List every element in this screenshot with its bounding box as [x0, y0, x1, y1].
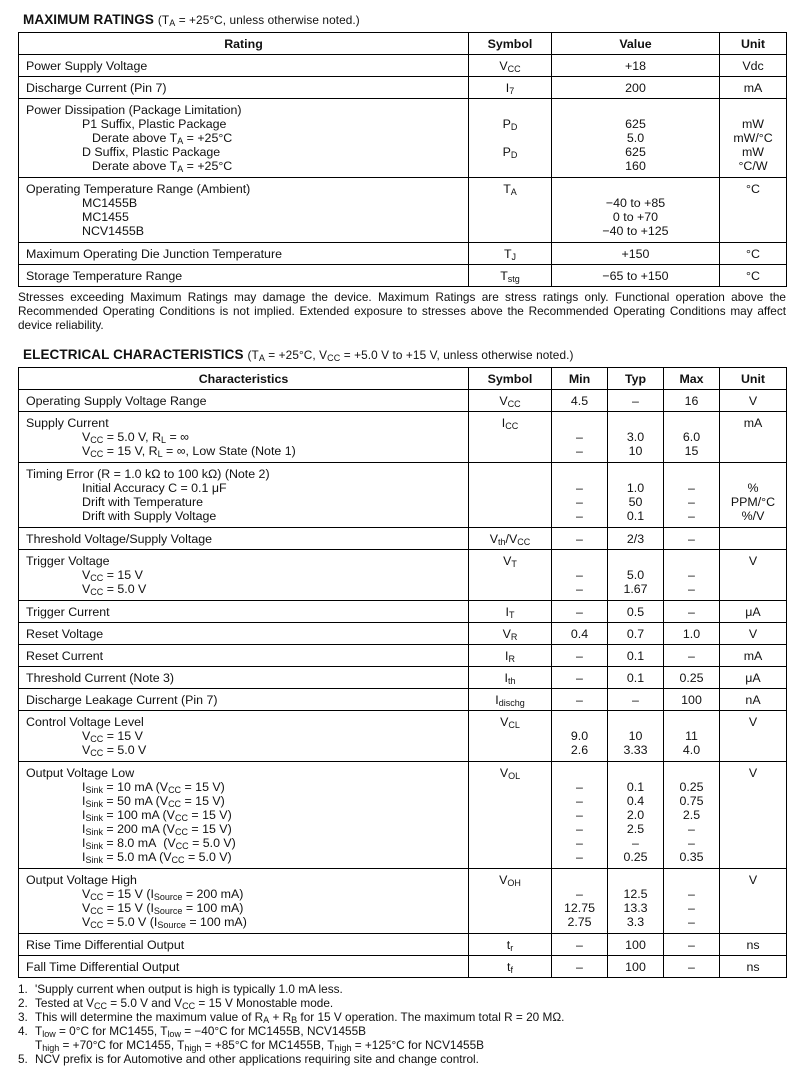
unit-cell: °C: [720, 265, 787, 287]
min-cell: 4.5: [552, 390, 608, 412]
char-cell: [19, 869, 469, 934]
symbol-cell: $I_{dischg}$: [469, 689, 552, 711]
char-line: Output Voltage Low: [26, 766, 135, 780]
table-row: [19, 178, 787, 243]
char-cell: Fall Time Differential Output: [19, 956, 469, 978]
table-row: [19, 528, 787, 550]
char-cell: Rise Time Differential Output: [19, 934, 469, 956]
unit-cell: mA: [720, 77, 787, 99]
char-line: $V_{CC} = 15$ V: [82, 729, 143, 744]
footnote-2: 2. Tested at $V_{CC} = 5.0$ V and $V_{CC} = 15$ V Monostable mode.: [18, 996, 334, 1011]
rating-line: Operating Temperature Range (Ambient): [26, 182, 251, 196]
electrical-title: ELECTRICAL CHARACTERISTICS: [23, 347, 244, 362]
char-line: Supply Current: [26, 416, 109, 430]
typ-cell: 0.1: [608, 667, 664, 689]
typ-cell: 100: [608, 956, 664, 978]
symbol-cell: $V_{CL}$: [469, 711, 552, 762]
rating-line: Derate above $T_A = +25^\circ C$: [92, 159, 233, 174]
unit-cell: V: [720, 869, 787, 934]
table-row: [19, 645, 787, 667]
typ-cell: 5.0 1.67: [608, 550, 664, 601]
max-ratings-note: Stresses exceeding Maximum Ratings may damage the device. Maximum Ratings are stress ratings only. Functional operation above the Recommended Operating Conditions is not implied. Extended exposure to stresses above the Recommended Operating Conditions may affect device reliability.: [18, 290, 786, 332]
rating-cell: [19, 178, 469, 243]
table-row: [19, 463, 787, 528]
unit-cell: V: [720, 390, 787, 412]
max-cell: –: [664, 934, 720, 956]
unit-cell: V: [720, 711, 787, 762]
table-row: [19, 956, 787, 978]
typ-cell: –: [608, 390, 664, 412]
max-ratings-heading: [23, 12, 360, 27]
value-cell: 200: [552, 77, 720, 99]
unit-cell: nA: [720, 689, 787, 711]
symbol-cell: $T_J$: [469, 243, 552, 265]
electrical-table: [18, 367, 787, 978]
typ-cell: 1.0 50 0.1: [608, 463, 664, 528]
char-line: $V_{CC} = 5.0$ V, $R_L$ = ∞: [82, 430, 189, 445]
typ-cell: 0.1 0.4 2.0 2.5 – 0.25: [608, 762, 664, 869]
max-cell: 0.25: [664, 667, 720, 689]
unit-cell: V: [720, 550, 787, 601]
rating-line: MC1455: [82, 210, 129, 224]
symbol-cell: $V_{OL}$: [469, 762, 552, 869]
min-cell: –: [552, 689, 608, 711]
value-line: −40 to +125: [602, 224, 669, 238]
unit-cell: % PPM/°C %/V: [720, 463, 787, 528]
rating-line: Derate above $T_A = +25^\circ C$: [92, 131, 233, 146]
char-line: Timing Error (R = 1.0 kΩ to 100 kΩ) (Note 2): [26, 467, 270, 481]
symbol-cell: $V_{th}/V_{CC}$: [469, 528, 552, 550]
typ-cell: 3.0 10: [608, 412, 664, 463]
char-cell: [19, 762, 469, 869]
table-row: [19, 689, 787, 711]
symbol-cell: $I_{CC}$: [469, 412, 552, 463]
header-max: Max: [664, 368, 720, 390]
header-min: Min: [552, 368, 608, 390]
char-cell: Threshold Current (Note 3): [19, 667, 469, 689]
char-cell: Operating Supply Voltage Range: [19, 390, 469, 412]
value-cell: +18: [552, 55, 720, 77]
table-row: [19, 762, 787, 869]
unit-line: mW: [741, 145, 765, 159]
rating-line: Power Dissipation (Package Limitation): [26, 103, 242, 117]
table-row: [19, 550, 787, 601]
min-cell: 9.0 2.6: [552, 711, 608, 762]
symbol-cell: [469, 463, 552, 528]
char-line: Drift with Temperature: [82, 495, 203, 509]
value-cell: −65 to +150: [552, 265, 720, 287]
char-line: $I_{Sink} = 8.0$ mA ($V_{CC} = 5.0$ V): [82, 836, 236, 851]
unit-cell: °C: [720, 178, 787, 243]
min-cell: –: [552, 934, 608, 956]
max-cell: 11 4.0: [664, 711, 720, 762]
min-cell: –: [552, 528, 608, 550]
max-cell: – – –: [664, 869, 720, 934]
max-cell: –: [664, 956, 720, 978]
max-cell: – – –: [664, 463, 720, 528]
value-cell: [552, 178, 720, 243]
unit-line: mW: [741, 117, 765, 131]
rating-cell: [19, 99, 469, 178]
min-cell: –: [552, 645, 608, 667]
min-cell: –: [552, 601, 608, 623]
typ-cell: 100: [608, 934, 664, 956]
table-row: [19, 623, 787, 645]
symbol-cell: $I_7$: [469, 77, 552, 99]
max-ratings-table: [18, 32, 787, 287]
table-row: [19, 601, 787, 623]
electrical-condition: ($T_A = +25^\circ C$, $V_{CC} = +5.0$ V to +15 V, unless otherwise noted.): [247, 348, 574, 363]
symbol-cell: $t_f$: [469, 956, 552, 978]
value-line: −40 to +85: [605, 196, 666, 210]
max-cell: 100: [664, 689, 720, 711]
rating-line: NCV1455B: [82, 224, 144, 238]
typ-cell: 2/3: [608, 528, 664, 550]
symbol-cell: $T_A$: [469, 178, 552, 243]
table-row: [19, 934, 787, 956]
char-line: Initial Accuracy C = 0.1 μF: [82, 481, 227, 495]
rating-cell: Maximum Operating Die Junction Temperature: [19, 243, 469, 265]
char-cell: [19, 711, 469, 762]
char-line: Trigger Voltage: [26, 554, 110, 568]
symbol-cell: $I_T$: [469, 601, 552, 623]
typ-cell: 0.5: [608, 601, 664, 623]
table-row: [19, 265, 787, 287]
unit-cell: V: [720, 623, 787, 645]
max-cell: 16: [664, 390, 720, 412]
max-cell: – –: [664, 550, 720, 601]
typ-cell: 0.7: [608, 623, 664, 645]
symbol-cell: $t_r$: [469, 934, 552, 956]
char-line: $I_{Sink} = 200$ mA ($V_{CC} = 15$ V): [82, 822, 232, 837]
unit-line: °C/W: [738, 159, 768, 173]
footnote-3: 3. This will determine the maximum value of $R_A + R_B$ for 15 V operation. The maximum total R = 20 MΩ.: [18, 1010, 565, 1025]
header-typ: Typ: [608, 368, 664, 390]
char-cell: [19, 412, 469, 463]
table-row: [19, 667, 787, 689]
unit-cell: μA: [720, 601, 787, 623]
rating-line: MC1455B: [82, 196, 138, 210]
min-cell: – – – – – –: [552, 762, 608, 869]
char-line: $V_{CC} = 5.0$ V ($I_{Source} = 100$ mA): [82, 915, 247, 930]
char-line: $V_{CC} = 15$ V: [82, 568, 143, 583]
header-unit: Unit: [720, 368, 787, 390]
table-row: [19, 243, 787, 265]
value-line: 160: [625, 159, 646, 173]
rating-cell: Power Supply Voltage: [19, 55, 469, 77]
char-line: Output Voltage High: [26, 873, 137, 887]
rating-cell: Storage Temperature Range: [19, 265, 469, 287]
symbol-cell: $V_R$: [469, 623, 552, 645]
char-line: $V_{CC} = 5.0$ V: [82, 743, 147, 758]
table-row: [19, 711, 787, 762]
char-line: $I_{Sink} = 5.0$ mA ($V_{CC} = 5.0$ V): [82, 850, 232, 865]
typ-cell: 10 3.33: [608, 711, 664, 762]
header-symbol: Symbol: [469, 368, 552, 390]
char-cell: Threshold Voltage/Supply Voltage: [19, 528, 469, 550]
char-line: $I_{Sink} = 50$ mA ($V_{CC} = 15$ V): [82, 794, 225, 809]
table-header-row: [19, 368, 787, 390]
table-header-row: [19, 33, 787, 55]
char-line: $V_{CC} = 5.0$ V: [82, 582, 147, 597]
char-line: Drift with Supply Voltage: [82, 509, 217, 523]
table-row: [19, 390, 787, 412]
max-cell: 1.0: [664, 623, 720, 645]
char-cell: [19, 550, 469, 601]
max-cell: 0.25 0.75 2.5 – – 0.35: [664, 762, 720, 869]
char-cell: Reset Current: [19, 645, 469, 667]
rating-line: D Suffix, Plastic Package: [82, 145, 221, 159]
unit-cell: mA: [720, 412, 787, 463]
unit-cell: V: [720, 762, 787, 869]
electrical-heading: [23, 347, 574, 362]
symbol-cell: $I_{th}$: [469, 667, 552, 689]
char-line: $V_{CC} = 15$ V ($I_{Source} = 200$ mA): [82, 887, 244, 902]
unit-cell: ns: [720, 956, 787, 978]
char-cell: Trigger Current: [19, 601, 469, 623]
table-row: [19, 869, 787, 934]
max-ratings-title: MAXIMUM RATINGS: [23, 12, 154, 27]
header-symbol: Symbol: [469, 33, 552, 55]
min-cell: – 12.75 2.75: [552, 869, 608, 934]
header-value: Value: [552, 33, 720, 55]
min-cell: – –: [552, 412, 608, 463]
unit-cell: Vdc: [720, 55, 787, 77]
value-line: 5.0: [626, 131, 645, 145]
char-line: Control Voltage Level: [26, 715, 144, 729]
symbol-cell: $V_T$: [469, 550, 552, 601]
unit-line: mW/°C: [733, 131, 773, 145]
typ-cell: 12.5 13.3 3.3: [608, 869, 664, 934]
table-row: [19, 99, 787, 178]
symbol-cell: $I_R$: [469, 645, 552, 667]
max-cell: –: [664, 601, 720, 623]
min-cell: –: [552, 667, 608, 689]
max-cell: 6.0 15: [664, 412, 720, 463]
table-row: [19, 77, 787, 99]
unit-cell: [720, 99, 787, 178]
char-line: $V_{CC} = 15$ V ($I_{Source} = 100$ mA): [82, 901, 244, 916]
min-cell: – – –: [552, 463, 608, 528]
table-row: [19, 412, 787, 463]
value-line: 0 to +70: [612, 210, 659, 224]
footnote-1: 1. 'Supply current when output is high is typically 1.0 mA less.: [18, 982, 343, 996]
unit-cell: μA: [720, 667, 787, 689]
footnote-4: 4. $T_{low} = 0^\circ C$ for MC1455, $T_{low} = -40^\circ C$ for MC1455B, NCV1455B $T_{high} = +70^\circ C$ for MC1455, $T_{high} = +85^\circ C$ for MC1455B, $T_{high} = +125^\circ C$ for NCV1455B: [18, 1024, 485, 1053]
value-line: 625: [625, 117, 646, 131]
min-cell: –: [552, 956, 608, 978]
typ-cell: 0.1: [608, 645, 664, 667]
char-line: $I_{Sink} = 100$ mA ($V_{CC} = 15$ V): [82, 808, 232, 823]
value-line: 625: [625, 145, 646, 159]
symbol-cell: $T_{stg}$: [469, 265, 552, 287]
symbol-cell: $V_{OH}$: [469, 869, 552, 934]
table-row: [19, 55, 787, 77]
unit-cell: ns: [720, 934, 787, 956]
value-cell: [552, 99, 720, 178]
header-unit: Unit: [720, 33, 787, 55]
max-cell: –: [664, 645, 720, 667]
symbol-cell: $V_{CC}$: [469, 55, 552, 77]
unit-cell: mA: [720, 645, 787, 667]
unit-cell: [720, 528, 787, 550]
footnote-5: 5. NCV prefix is for Automotive and other applications requiring site and change control.: [18, 1052, 479, 1066]
header-characteristics: Characteristics: [19, 368, 469, 390]
value-cell: +150: [552, 243, 720, 265]
max-ratings-condition: ($T_A = +25^\circ C$, unless otherwise noted.): [157, 13, 360, 28]
char-line: $I_{Sink} = 10$ mA ($V_{CC} = 15$ V): [82, 780, 225, 795]
char-cell: [19, 463, 469, 528]
typ-cell: –: [608, 689, 664, 711]
char-cell: Discharge Leakage Current (Pin 7): [19, 689, 469, 711]
min-cell: – –: [552, 550, 608, 601]
min-cell: 0.4: [552, 623, 608, 645]
char-cell: Reset Voltage: [19, 623, 469, 645]
rating-line: P1 Suffix, Plastic Package: [82, 117, 227, 131]
char-line: $V_{CC} = 15$ V, $R_L$ = ∞, Low State (Note 1): [82, 444, 296, 459]
unit-cell: °C: [720, 243, 787, 265]
rating-cell: Discharge Current (Pin 7): [19, 77, 469, 99]
max-cell: –: [664, 528, 720, 550]
symbol-cell: $P_D$ $P_D$: [469, 99, 552, 178]
header-rating: Rating: [19, 33, 469, 55]
symbol-cell: $V_{CC}$: [469, 390, 552, 412]
